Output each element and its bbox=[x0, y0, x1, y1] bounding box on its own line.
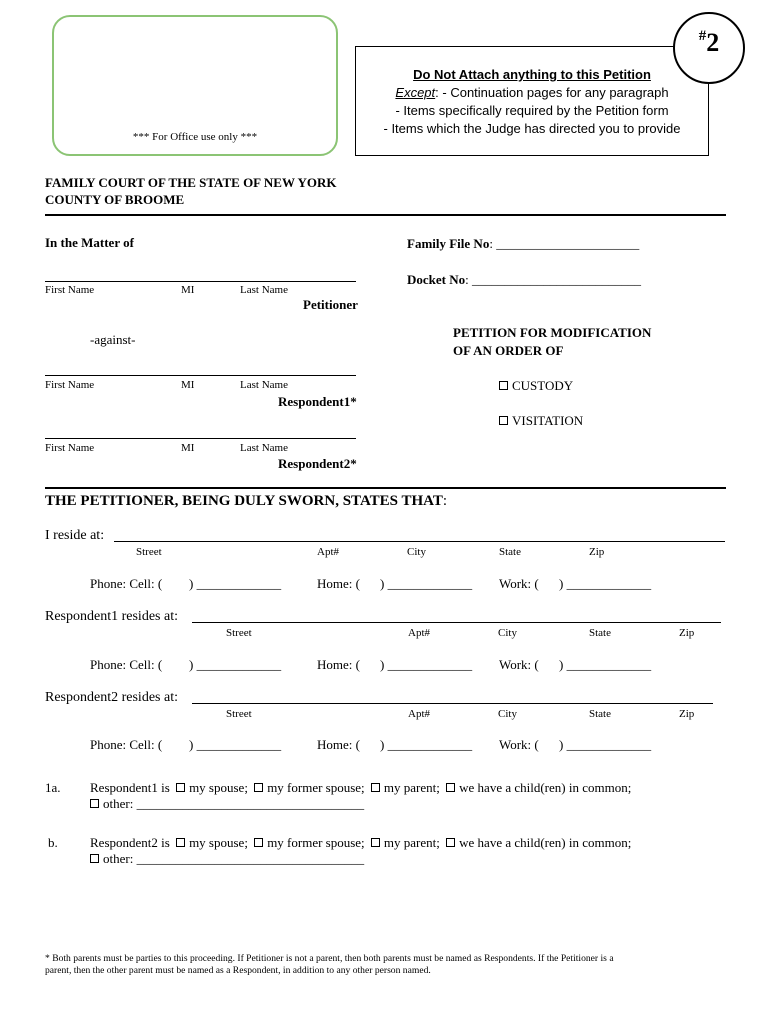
petitioner-last-name-label: Last Name bbox=[240, 284, 288, 296]
against-label: -against- bbox=[90, 332, 136, 347]
visitation-checkbox[interactable] bbox=[499, 416, 508, 425]
r1-child-in-common-checkbox[interactable] bbox=[446, 783, 455, 792]
petitioner-city-label: City bbox=[407, 546, 426, 558]
respondent1-name-line[interactable] bbox=[45, 375, 356, 376]
r1-spouse-checkbox[interactable] bbox=[176, 783, 185, 792]
respondent2-address-label: Respondent2 resides at: bbox=[45, 690, 178, 705]
r2-other-field[interactable]: other: ___________________________________ bbox=[103, 851, 365, 866]
petitioner-work-label: Work: ( bbox=[499, 576, 539, 591]
respondent1-cell-field[interactable]: ) _____________ bbox=[189, 657, 282, 672]
visitation-option[interactable] bbox=[499, 413, 583, 429]
item-1a-line-1 bbox=[90, 780, 631, 796]
r2-child-in-common-checkbox[interactable] bbox=[446, 838, 455, 847]
respondent1-cell-label: Phone: Cell: ( bbox=[90, 657, 163, 672]
office-use-box bbox=[52, 15, 338, 156]
office-use-label: *** For Office use only *** bbox=[132, 131, 258, 143]
family-file-blank[interactable]: : ______________________ bbox=[489, 236, 640, 251]
respondent1-is-label: Respondent1 is bbox=[90, 780, 170, 795]
respondent2-work-field[interactable]: ) _____________ bbox=[559, 737, 652, 752]
form-number-hash: # bbox=[698, 28, 707, 44]
respondent2-home-label: Home: ( bbox=[317, 737, 360, 752]
notice-line-2: - Items specifically required by the Petition form bbox=[395, 103, 669, 118]
r1-former-spouse-checkbox[interactable] bbox=[254, 783, 263, 792]
divider-middle bbox=[45, 487, 726, 489]
petitioner-work-field[interactable]: ) _____________ bbox=[559, 576, 652, 591]
respondent2-is-label: Respondent2 is bbox=[90, 835, 170, 850]
respondent1-role: Respondent1* bbox=[278, 394, 357, 409]
notice-line-1-rest: : - Continuation pages for any paragraph bbox=[435, 85, 669, 100]
r2-former-spouse-checkbox[interactable] bbox=[254, 838, 263, 847]
item-b-number: b. bbox=[48, 835, 58, 850]
divider-top bbox=[45, 214, 726, 216]
petitioner-street-label: Street bbox=[136, 546, 162, 558]
item-b-line-2 bbox=[90, 851, 364, 867]
petitioner-apt-label: Apt# bbox=[317, 546, 339, 558]
form-number-badge bbox=[673, 12, 745, 84]
court-county: COUNTY OF BROOME bbox=[45, 192, 185, 207]
notice-title: Do Not Attach anything to this Petition bbox=[413, 67, 651, 82]
respondent2-home-field[interactable]: ) _____________ bbox=[380, 737, 473, 752]
r1-parent-label: my parent; bbox=[383, 780, 440, 795]
custody-option[interactable] bbox=[499, 378, 573, 394]
respondent2-cell-field[interactable]: ) _____________ bbox=[189, 737, 282, 752]
respondent2-work-label: Work: ( bbox=[499, 737, 539, 752]
respondent2-state-label: State bbox=[589, 708, 611, 720]
respondent1-apt-label: Apt# bbox=[408, 627, 430, 639]
petitioner-mi-label: MI bbox=[181, 284, 195, 296]
r2-parent-label: my parent; bbox=[383, 835, 440, 850]
respondent2-address-line[interactable] bbox=[192, 703, 713, 704]
court-name: FAMILY COURT OF THE STATE OF NEW YORK bbox=[45, 175, 337, 190]
respondent1-mi-label: MI bbox=[181, 379, 195, 391]
respondent2-name-line[interactable] bbox=[45, 438, 356, 439]
visitation-label: VISITATION bbox=[512, 413, 584, 428]
petitioner-zip-label: Zip bbox=[589, 546, 605, 558]
r1-former-spouse-label: my former spouse; bbox=[267, 780, 365, 795]
sworn-heading: THE PETITIONER, BEING DULY SWORN, STATES THAT: bbox=[45, 493, 448, 509]
respondent1-work-label: Work: ( bbox=[499, 657, 539, 672]
r2-former-spouse-label: my former spouse; bbox=[267, 835, 365, 850]
respondent1-street-label: Street bbox=[226, 627, 252, 639]
petitioner-address-label: I reside at: bbox=[45, 528, 105, 543]
footnote-line-2: parent, then the other parent must be named as a Respondent, in addition to any other person named. bbox=[45, 965, 431, 976]
r1-parent-checkbox[interactable] bbox=[371, 783, 380, 792]
r1-other-checkbox[interactable] bbox=[90, 799, 99, 808]
r2-spouse-label: my spouse; bbox=[189, 835, 248, 850]
respondent2-apt-label: Apt# bbox=[408, 708, 430, 720]
except-label: Except bbox=[395, 85, 436, 100]
respondent2-first-name-label: First Name bbox=[45, 442, 95, 454]
petitioner-first-name-label: First Name bbox=[45, 284, 95, 296]
r2-other-checkbox[interactable] bbox=[90, 854, 99, 863]
r1-other-field[interactable]: other: ___________________________________ bbox=[103, 796, 365, 811]
r2-spouse-checkbox[interactable] bbox=[176, 838, 185, 847]
family-file-label: Family File No bbox=[407, 236, 490, 251]
respondent1-zip-label: Zip bbox=[679, 627, 695, 639]
custody-label: CUSTODY bbox=[512, 378, 574, 393]
respondent2-last-name-label: Last Name bbox=[240, 442, 288, 454]
item-b-line-1 bbox=[90, 835, 631, 851]
r1-child-in-common-label: we have a child(ren) in common; bbox=[459, 780, 632, 795]
item-1a-number: 1a. bbox=[45, 780, 61, 795]
respondent1-state-label: State bbox=[589, 627, 611, 639]
petition-title-line-2: OF AN ORDER OF bbox=[453, 343, 564, 358]
notice-line-1 bbox=[356, 85, 708, 100]
docket-no[interactable] bbox=[407, 272, 641, 288]
petitioner-role: Petitioner bbox=[303, 297, 358, 312]
petition-title-line-1: PETITION FOR MODIFICATION bbox=[453, 325, 652, 340]
family-file-no[interactable] bbox=[407, 236, 639, 252]
docket-blank[interactable]: : __________________________ bbox=[465, 272, 642, 287]
petitioner-home-label: Home: ( bbox=[317, 576, 360, 591]
respondent1-home-field[interactable]: ) _____________ bbox=[380, 657, 473, 672]
in-the-matter-of: In the Matter of bbox=[45, 235, 134, 250]
custody-checkbox[interactable] bbox=[499, 381, 508, 390]
form-number: 2 bbox=[706, 28, 720, 57]
respondent2-role: Respondent2* bbox=[278, 456, 357, 471]
respondent2-mi-label: MI bbox=[181, 442, 195, 454]
respondent1-first-name-label: First Name bbox=[45, 379, 95, 391]
item-1a-line-2 bbox=[90, 796, 364, 812]
respondent2-zip-label: Zip bbox=[679, 708, 695, 720]
petitioner-cell-label: Phone: Cell: ( bbox=[90, 576, 163, 591]
petitioner-name-line[interactable] bbox=[45, 281, 356, 282]
respondent1-address-label: Respondent1 resides at: bbox=[45, 609, 178, 624]
r1-spouse-label: my spouse; bbox=[189, 780, 248, 795]
r2-child-in-common-label: we have a child(ren) in common; bbox=[459, 835, 632, 850]
respondent2-cell-label: Phone: Cell: ( bbox=[90, 737, 163, 752]
petitioner-home-field[interactable]: ) _____________ bbox=[380, 576, 473, 591]
notice-line-3: - Items which the Judge has directed you to provide bbox=[383, 121, 681, 136]
petitioner-cell-field[interactable]: ) _____________ bbox=[189, 576, 282, 591]
respondent1-home-label: Home: ( bbox=[317, 657, 360, 672]
respondent2-street-label: Street bbox=[226, 708, 252, 720]
petitioner-address-line[interactable] bbox=[114, 541, 725, 542]
respondent1-city-label: City bbox=[498, 627, 517, 639]
footnote-line-1: * Both parents must be parties to this proceeding. If Petitioner is not a parent, then both parents must be named as Respondents. If the Petitioner is a bbox=[45, 953, 614, 964]
notice-box bbox=[355, 46, 709, 156]
respondent2-city-label: City bbox=[498, 708, 517, 720]
respondent1-address-line[interactable] bbox=[192, 622, 721, 623]
respondent1-work-field[interactable]: ) _____________ bbox=[559, 657, 652, 672]
petitioner-state-label: State bbox=[499, 546, 521, 558]
respondent1-last-name-label: Last Name bbox=[240, 379, 288, 391]
r2-parent-checkbox[interactable] bbox=[371, 838, 380, 847]
docket-label: Docket No bbox=[407, 272, 466, 287]
